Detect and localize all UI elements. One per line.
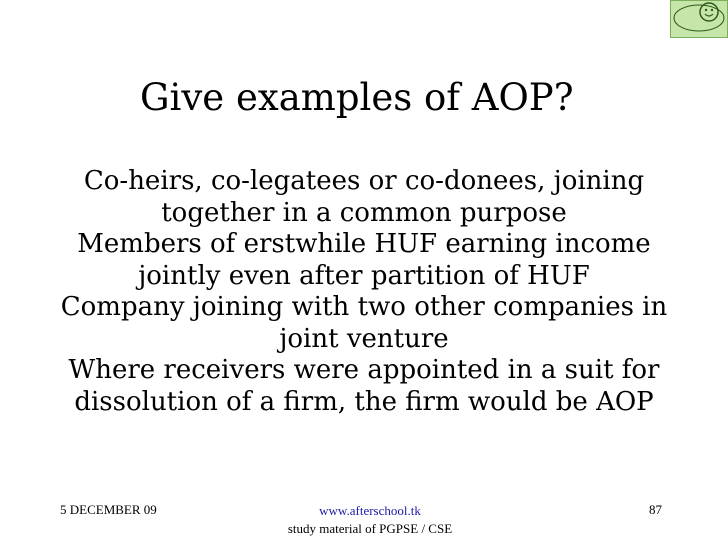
footer-subtitle: study material of PGPSE / CSE: [287, 521, 453, 536]
bullet-item: Company joining with two other companies in joint venture: [60, 292, 668, 354]
footer-link[interactable]: www.afterschool.tk: [319, 503, 421, 518]
smiley-logo-icon: [671, 1, 727, 37]
bullet-item: Co-heirs, co-legatees or co-donees, joining together in a common purpose: [83, 166, 645, 228]
logo: [670, 0, 728, 38]
bullet-item: Where receivers were appointed in a suit for dissolution of a firm, the firm would be AOP: [68, 355, 660, 417]
page-number: 87: [649, 502, 662, 517]
footer-center: [240, 502, 500, 538]
bullet-item: Members of erstwhile HUF earning income jointly even after partition of HUF: [77, 229, 651, 291]
bullet-list: [52, 166, 676, 418]
footer-date: 5 DECEMBER 09: [60, 502, 157, 517]
slide-title: Give examples of AOP?: [140, 76, 574, 119]
